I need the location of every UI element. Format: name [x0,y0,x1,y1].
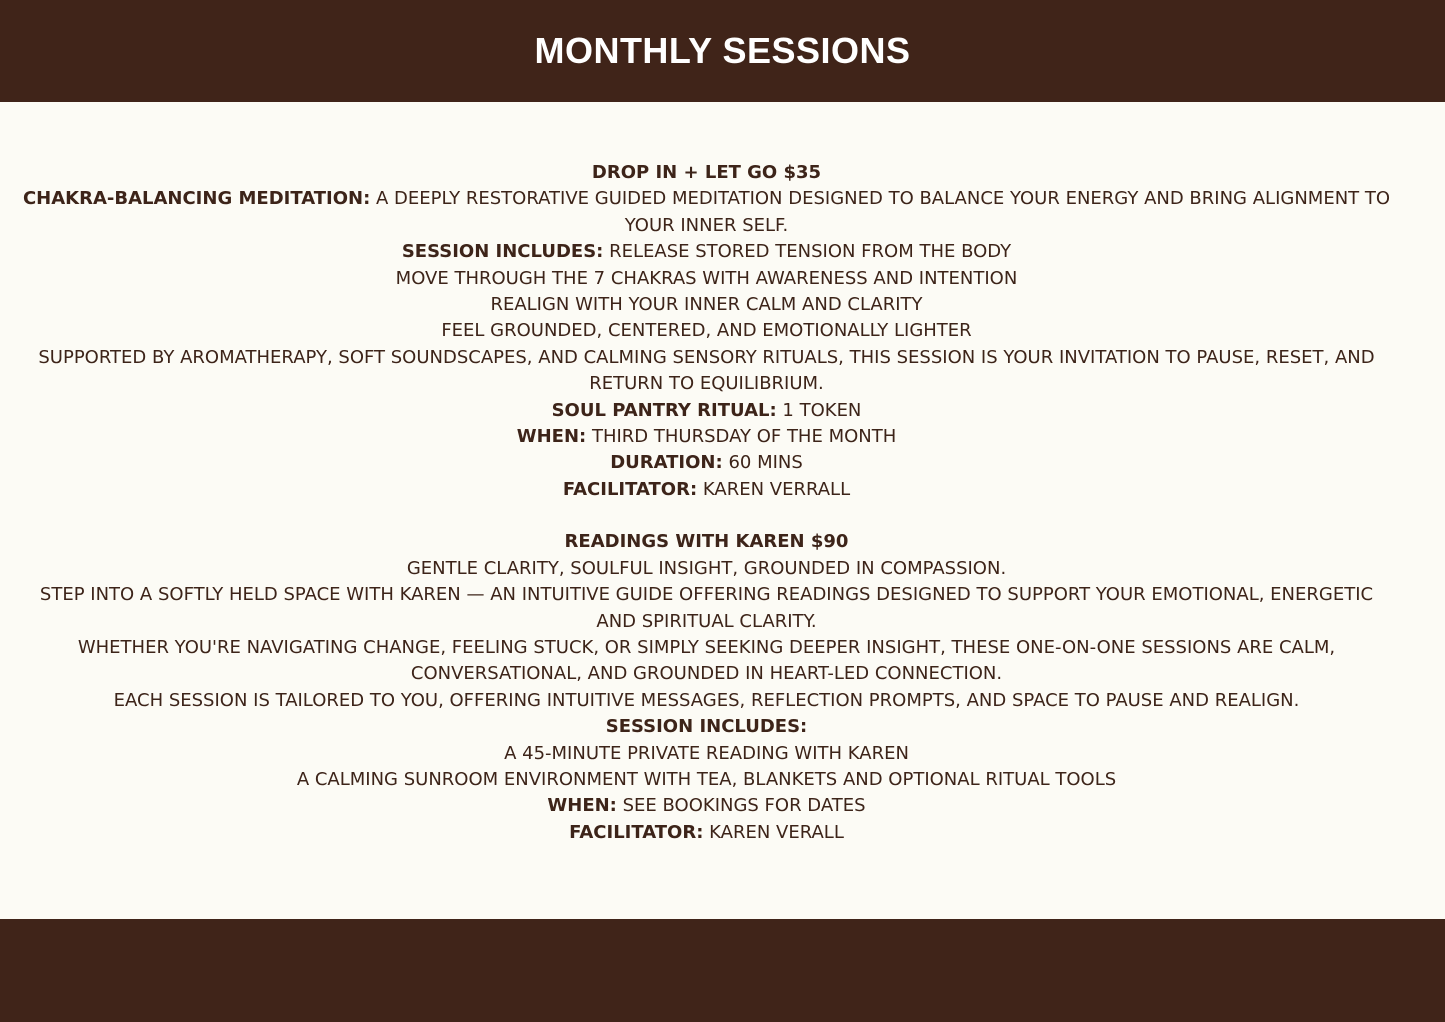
pantry-value: 1 TOKEN [782,399,862,421]
facilitator-label: FACILITATOR: [569,821,704,843]
when-value: THIRD THURSDAY OF THE MONTH [591,426,897,448]
facilitator-value: KAREN VERALL [709,821,844,843]
intro-label: CHAKRA-BALANCING MEDITATION: [22,188,371,210]
duration-label: DURATION: [610,452,723,474]
list-item: A 45-MINUTE PRIVATE READING WITH KAREN [504,742,909,764]
when-line [20,793,1393,819]
pantry-line [20,398,1393,424]
when-line [20,424,1393,450]
paragraph: WHETHER YOU'RE NAVIGATING CHANGE, FEELING STUCK, OR SIMPLY SEEKING DEEPER INSIGHT, THESE ONE-ON-ONE SESSIONS ARE CALM, CONVERSATIONAL, AND GROUNDED IN HEART-LED CONNECTION. [77,636,1336,685]
sessions-content [20,160,1393,846]
session-drop-in [20,160,1393,503]
when-label: WHEN: [547,795,617,817]
includes-line [20,239,1393,265]
session-tagline: GENTLE CLARITY, SOULFUL INSIGHT, GROUNDED IN COMPASSION. [406,557,1007,579]
includes-label: SESSION INCLUDES: [605,716,808,738]
pantry-label: SOUL PANTRY RITUAL: [551,399,777,421]
when-value: SEE BOOKINGS FOR DATES [622,795,866,817]
session-title: READINGS WITH KAREN $90 [564,531,849,553]
session-title: DROP IN + LET GO $35 [591,162,822,183]
paragraph: EACH SESSION IS TAILORED TO YOU, OFFERING INTUITIVE MESSAGES, REFLECTION PROMPTS, AND SPACE TO PAUSE AND REALIGN. [113,689,1300,711]
list-item: A CALMING SUNROOM ENVIRONMENT WITH TEA, BLANKETS AND OPTIONAL RITUAL TOOLS [296,768,1117,790]
when-label: WHEN: [516,426,587,448]
includes-first-item: RELEASE STORED TENSION FROM THE BODY [609,241,1012,263]
supported-text: SUPPORTED BY AROMATHERAPY, SOFT SOUNDSCAPES, AND CALMING SENSORY RITUALS, THIS SESSION IS YOUR INVITATION TO PAUSE, RESET, AND RETURN TO EQUILIBRIUM. [38,346,1375,395]
duration-value: 60 MINS [728,452,803,474]
intro-text: A DEEPLY RESTORATIVE GUIDED MEDITATION DESIGNED TO BALANCE YOUR ENERGY AND BRING ALIGNMENT TO YOUR INNER SELF. [376,188,1391,236]
list-item: FEEL GROUNDED, CENTERED, AND EMOTIONALLY LIGHTER [441,320,972,342]
header-band [0,0,1445,102]
paragraph: STEP INTO A SOFTLY HELD SPACE WITH KAREN — AN INTUITIVE GUIDE OFFERING READINGS DESIGNED TO SUPPORT YOUR EMOTIONAL, ENERGETIC AND SPIRITUAL CLARITY. [39,584,1374,632]
section-spacer [20,503,1393,529]
list-item: MOVE THROUGH THE 7 CHAKRAS WITH AWARENESS AND INTENTION [395,267,1018,289]
footer-band [0,919,1445,1022]
page-title: MONTHLY SESSIONS [534,30,911,71]
list-item: REALIGN WITH YOUR INNER CALM AND CLARITY [490,294,923,316]
duration-line [20,450,1393,476]
facilitator-label: FACILITATOR: [562,478,698,500]
session-intro [20,186,1393,239]
includes-label: SESSION INCLUDES: [401,241,604,263]
facilitator-value: KAREN VERRALL [702,478,851,500]
facilitator-line [20,477,1393,503]
session-readings [20,529,1393,846]
facilitator-line [20,820,1393,846]
